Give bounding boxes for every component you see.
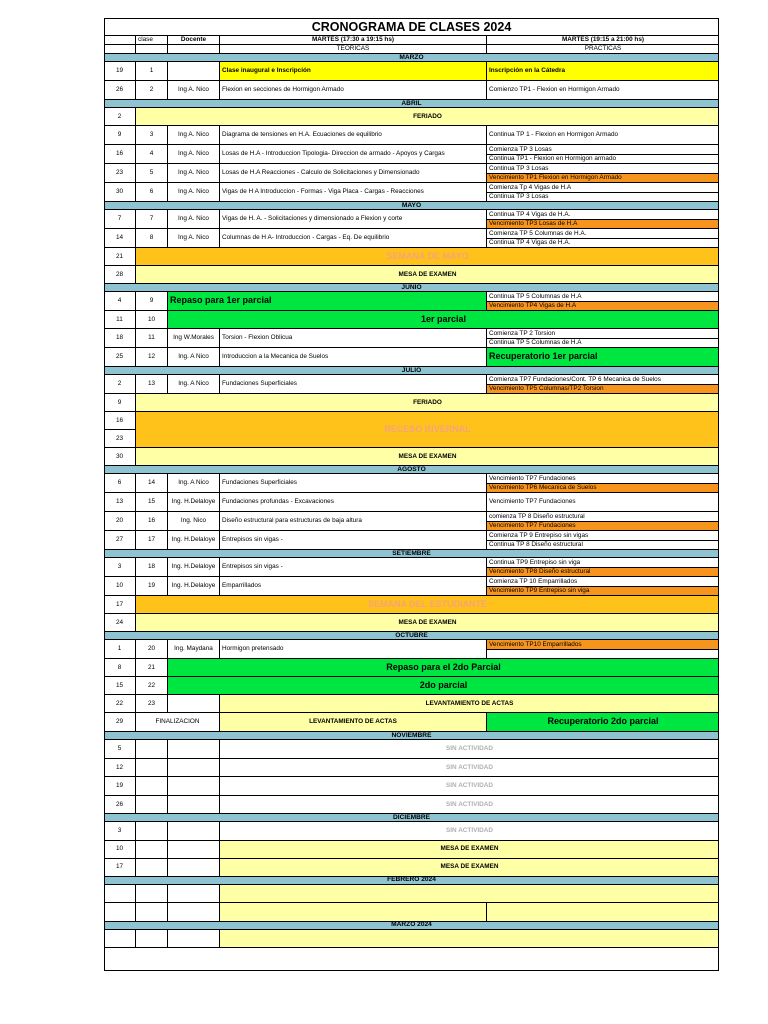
schedule-row: [104, 531, 719, 550]
date-cell: 11: [104, 311, 136, 328]
class-number-cell: [136, 841, 168, 858]
header-clase: clase: [136, 36, 168, 44]
schedule-row: [104, 348, 719, 367]
class-number-cell: 19: [136, 577, 168, 595]
teacher-cell: [168, 759, 220, 777]
practice-line: Vencimiento TP6 Mecanica de Suelos: [487, 483, 719, 493]
teacher-cell: [168, 841, 220, 858]
date-cell: 29: [104, 713, 136, 731]
schedule-row: [104, 713, 719, 732]
month-header: [104, 632, 719, 640]
date-cell: [104, 903, 136, 921]
schedule-row: [104, 229, 719, 248]
schedule-row: [104, 394, 719, 412]
schedule-row: [104, 841, 719, 859]
month-header: [104, 814, 719, 822]
month-header: [104, 284, 719, 292]
teacher-cell: Ing A. Nico: [168, 81, 220, 99]
teacher-cell: Ing. Nico: [168, 512, 220, 530]
class-number-cell: 22: [136, 677, 168, 694]
event-label: FERIADO: [136, 394, 719, 411]
class-number-cell: 3: [136, 126, 168, 144]
date-cell: [104, 930, 136, 948]
teacher-cell: Ing A. Nico: [168, 229, 220, 247]
theory-cell: Losas de H.A - Introduccion Tipologia- Direccion de armado - Apoyos y Cargas: [220, 145, 487, 163]
teacher-cell: [168, 777, 220, 795]
practice-cell: [487, 183, 719, 201]
practice-line: Continua TP1 - Flexion en Hormigon armado: [487, 154, 719, 164]
schedule-row: [104, 164, 719, 183]
month-header: [104, 100, 719, 108]
schedule-row: [104, 640, 719, 659]
practice-cell: [487, 292, 719, 310]
practice-line: Continua TP 5 Columnas de H.A: [487, 338, 719, 348]
header-practicas: PRACTICAS: [584, 45, 622, 53]
practice-line: Continua TP 4 Vigas de H.A.: [489, 210, 571, 218]
practice-cell: [487, 577, 719, 595]
practice-line: Vencimiento TP9 Entrepiso sin viga: [487, 586, 719, 596]
schedule-row: [104, 614, 719, 632]
event-label: MESA DE EXAMEN: [136, 448, 719, 465]
date-cell: 1: [104, 640, 136, 658]
practice-cell: Comienzo TP1 - Flexion en Hormigon Armado: [489, 86, 620, 94]
event-label: SEMANA DE MAYO: [136, 248, 719, 265]
teacher-cell: [168, 903, 220, 921]
practice-line: Continua TP9 Entrepiso sin viga: [489, 558, 581, 566]
no-activity-label: SIN ACTIVIDAD: [446, 800, 493, 808]
month-header: [104, 922, 719, 930]
practice-line: Vencimiento TP4 Vigas de H.A: [487, 301, 719, 311]
schedule-row: [104, 558, 719, 577]
date-cell: 26: [104, 796, 136, 814]
date-cell: 27: [104, 531, 136, 549]
class-number-cell: 5: [136, 164, 168, 182]
header-martes-practica: MARTES (19:15 a 21:00 hs): [561, 36, 645, 44]
practice-cell: [487, 164, 719, 182]
date-cell: 2: [104, 375, 136, 393]
event-label: 1er parcial: [168, 311, 719, 328]
month-label: MARZO: [104, 54, 719, 61]
header-docente: Docente: [168, 36, 220, 44]
schedule-row: [104, 210, 719, 229]
schedule-row: [104, 81, 719, 100]
date-cell: 14: [104, 229, 136, 247]
class-number-cell: 17: [136, 531, 168, 549]
theory-cell: LEVANTAMIENTO DE ACTAS: [220, 713, 487, 731]
class-number-cell: 16: [136, 512, 168, 530]
month-label: JULIO: [104, 367, 719, 374]
class-number-cell: 4: [136, 145, 168, 163]
class-number-cell: 13: [136, 375, 168, 393]
date-cell: 3: [104, 822, 136, 840]
schedule-row: [104, 292, 719, 311]
teacher-cell: Ing. A Nico: [168, 474, 220, 492]
class-number-cell: [136, 796, 168, 814]
month-label: ABRIL: [104, 100, 719, 107]
practice-line: Vencimiento TP1 Flexion en Hormigon Armado: [487, 173, 719, 183]
practice-cell: Continua TP 1 - Flexion en Hormigon Armado: [489, 131, 619, 139]
header-blank: [104, 36, 136, 44]
schedule-row: [104, 448, 719, 466]
theory-cell: Fundaciones Superficiales: [220, 474, 487, 492]
date-cell: 21: [104, 248, 136, 265]
date-cell: 7: [104, 210, 136, 228]
practice-cell: [487, 512, 719, 530]
teacher-cell: [168, 859, 220, 876]
date-cell: 10: [104, 841, 136, 858]
blank-merged-cell: [220, 930, 719, 948]
theory-cell: Flexion en secciones de Hormigon Armado: [220, 81, 487, 99]
schedule-row: [104, 183, 719, 202]
no-activity-label: SIN ACTIVIDAD: [446, 745, 493, 753]
schedule-row: [104, 796, 719, 815]
month-label: FEBRERO 2024: [104, 877, 719, 884]
theory-cell: Losas de H.A Reacciones - Calculo de Solicitaciones y Dimensionado: [220, 164, 487, 182]
class-number-cell: [136, 822, 168, 840]
teacher-cell: Ing. H.Delaloye: [168, 558, 220, 576]
month-label: DICIEMBRE: [104, 814, 719, 821]
date-cell: 30: [104, 183, 136, 201]
date-cell: 25: [104, 348, 136, 366]
practice-line: Continua TP 5 Columnas de H.A: [489, 292, 582, 300]
theory-cell: Repaso para 1er parcial: [168, 292, 487, 310]
practice-line: [487, 649, 719, 659]
class-number-cell: 11: [136, 329, 168, 347]
teacher-cell: [168, 796, 220, 814]
class-number-cell: 21: [136, 659, 168, 676]
teacher-cell: [168, 930, 220, 948]
schedule-row: [104, 145, 719, 164]
teacher-cell: Ing. Maydana: [168, 640, 220, 658]
header-blank: [136, 45, 168, 53]
practice-line: Continua TP 4 Vigas de H.A.: [487, 238, 719, 248]
practice-line: Vencimiento TP3 Losas de H.A: [487, 219, 719, 229]
schedule-row: [104, 493, 719, 512]
date-cell: 12: [104, 759, 136, 777]
event-label: MESA DE EXAMEN: [136, 266, 719, 283]
practice-line: Comienza Tp 4 Vigas de H.A: [489, 183, 572, 191]
practice-line: Vencimiento TP7 Fundaciones: [487, 521, 719, 531]
event-label: FERIADO: [136, 108, 719, 125]
schedule-row: [104, 62, 719, 81]
teacher-cell: [168, 885, 220, 903]
schedule-row: [104, 596, 719, 614]
practice-cell: Vencimiento TP7 Fundaciones: [489, 498, 576, 506]
theory-cell: Vigas de H A Introduccion - Formas - Viga Placa - Cargas - Reacciones: [220, 183, 487, 201]
schedule-row: [104, 695, 719, 713]
schedule-row: [104, 126, 719, 145]
theory-cell: Fundaciones profundas - Excavaciones: [220, 493, 487, 511]
class-number-cell: [136, 903, 168, 921]
class-number-cell: [136, 777, 168, 795]
practice-line: Comienza TP 3 Losas: [489, 145, 552, 153]
schedule-row: [104, 248, 719, 266]
teacher-cell: Ing A. Nico: [168, 126, 220, 144]
class-number-cell: 20: [136, 640, 168, 658]
teacher-cell: Ing. H.Delaloye: [168, 493, 220, 511]
month-header: [104, 367, 719, 375]
event-label: LEVANTAMIENTO DE ACTAS: [220, 695, 719, 712]
class-number-cell: 15: [136, 493, 168, 511]
teacher-cell: Ing A. Nico: [168, 210, 220, 228]
no-activity-label: SIN ACTIVIDAD: [446, 827, 493, 835]
header-teoricas: TEORICAS: [220, 45, 487, 53]
date-cell: 5: [104, 740, 136, 758]
practice-cell: [487, 210, 719, 228]
month-label: OCTUBRE: [104, 632, 719, 639]
theory-cell: Columnas de H A- Introduccion - Cargas - Eq. De equilibrio: [220, 229, 487, 247]
teacher-cell: Ing. H.Delaloye: [168, 577, 220, 595]
page-title: CRONOGRAMA DE CLASES 2024: [104, 18, 719, 36]
practice-cell: [487, 145, 719, 163]
final-label: FINALIZACION: [136, 713, 220, 731]
practice-cell: [487, 375, 719, 393]
practice-line: Continua TP 8 Diseño estructural: [487, 540, 719, 550]
schedule-row: [104, 266, 719, 284]
theory-cell: Torsion - Flexion Oblicua: [220, 329, 487, 347]
month-label: SETIEMBRE: [104, 550, 719, 557]
schedule-row: [104, 512, 719, 531]
blank-merged-cell: [220, 885, 719, 903]
month-header: [104, 550, 719, 558]
date-cell: 10: [104, 577, 136, 595]
date-cell: 15: [104, 677, 136, 694]
practice-line: Continua TP 3 Losas: [487, 192, 719, 202]
date-cell: 22: [104, 695, 136, 712]
class-number-cell: 12: [136, 348, 168, 366]
header-blank: [168, 45, 220, 53]
class-number-cell: 10: [136, 311, 168, 328]
theory-cell: Vigas de H. A. - Solicitaciones y dimensionado a Flexion y corte: [220, 210, 487, 228]
practice-cell: [487, 531, 719, 549]
month-label: MARZO 2024: [104, 922, 719, 929]
date-cell: 23: [104, 164, 136, 182]
theory-cell: Fundaciones Superficiales: [220, 375, 487, 393]
teacher-cell: Ing A. Nico: [168, 164, 220, 182]
theory-cell: [220, 903, 487, 921]
theory-cell: Emparrillados: [220, 577, 487, 595]
date-cell: 8: [104, 659, 136, 676]
schedule-row: [104, 822, 719, 841]
receso-row: [104, 412, 719, 448]
date-cell: 18: [104, 329, 136, 347]
practice-line: Comienza TP 10 Emparrillados: [489, 577, 578, 585]
date-cell: 13: [104, 493, 136, 511]
month-header: [104, 202, 719, 210]
date-cell: 26: [104, 81, 136, 99]
theory-cell: Entrepisos sin vigas -: [220, 558, 487, 576]
practice-cell: [487, 558, 719, 576]
no-activity-label: SIN ACTIVIDAD: [446, 763, 493, 771]
schedule-row: [104, 311, 719, 329]
class-number-cell: [136, 859, 168, 876]
practice-line: Comienza TP 5 Columnas de H.A.: [489, 229, 587, 237]
schedule-row: [104, 859, 719, 877]
practice-cell: [487, 903, 719, 921]
date-cell: [104, 412, 136, 447]
theory-cell: Entrepisos sin vigas -: [220, 531, 487, 549]
schedule-row: [104, 474, 719, 493]
date-cell: 17: [104, 596, 136, 613]
header-row-days: [104, 36, 719, 45]
teacher-cell: Ing W.Morales: [168, 329, 220, 347]
date-cell: 30: [104, 448, 136, 465]
schedule-row: [104, 677, 719, 695]
event-label: MESA DE EXAMEN: [220, 841, 719, 858]
event-label: MESA DE EXAMEN: [220, 859, 719, 876]
class-number-cell: 1: [136, 62, 168, 80]
event-label: MESA DE EXAMEN: [136, 614, 719, 631]
date-value: 23: [104, 429, 135, 447]
class-number-cell: 8: [136, 229, 168, 247]
schedule-row: [104, 759, 719, 778]
date-cell: 6: [104, 474, 136, 492]
class-number-cell: 18: [136, 558, 168, 576]
date-cell: 2: [104, 108, 136, 125]
practice-line: Continua TP 3 Losas: [489, 164, 549, 172]
schedule-row: [104, 108, 719, 126]
theory-cell: Clase inaugural e Inscripción: [220, 62, 487, 80]
practice-line: Comienza TP7 Fundaciones/Cont. TP 6 Mecanica de Suelos: [489, 375, 661, 383]
practice-cell: Inscripción en la Cátedra: [487, 62, 719, 80]
practice-cell: Recuperatorio 2do parcial: [487, 713, 719, 731]
schedule-row: [104, 577, 719, 596]
date-cell: 3: [104, 558, 136, 576]
date-cell: 4: [104, 292, 136, 310]
receso-label: RECESO INVERNAL: [136, 412, 719, 447]
schedule-row: [104, 777, 719, 796]
class-number-cell: 9: [136, 292, 168, 310]
class-number-cell: [136, 740, 168, 758]
date-cell: 24: [104, 614, 136, 631]
date-cell: 19: [104, 62, 136, 80]
date-cell: 16: [104, 145, 136, 163]
no-activity-label: SIN ACTIVIDAD: [446, 782, 493, 790]
date-cell: 28: [104, 266, 136, 283]
schedule-row: [104, 329, 719, 348]
empty-row: [104, 930, 719, 949]
header-row-type: [104, 45, 719, 54]
theory-cell: Introduccion a la Mecanica de Suelos: [220, 348, 487, 366]
class-number-cell: [136, 759, 168, 777]
month-label: MAYO: [104, 202, 719, 209]
practice-line: Vencimiento TP10 Emparrillados: [487, 640, 719, 649]
empty-row: [104, 885, 719, 904]
schedule-row: [104, 740, 719, 759]
practice-cell: [487, 474, 719, 492]
theory-cell: Hormigon pretensado: [220, 640, 487, 658]
class-number-cell: 2: [136, 81, 168, 99]
event-label: SEMANA DEL ESTUDIANTE: [136, 596, 719, 613]
class-number-cell: 23: [136, 695, 168, 712]
teacher-cell: Ing A. Nico: [168, 183, 220, 201]
event-label: 2do parcial: [168, 677, 719, 694]
date-cell: 17: [104, 859, 136, 876]
schedule-row: [104, 375, 719, 394]
practice-line: comienza TP 8 Diseño estructural: [489, 512, 585, 520]
class-number-cell: 7: [136, 210, 168, 228]
date-cell: [104, 885, 136, 903]
month-header: [104, 54, 719, 62]
class-number-cell: 6: [136, 183, 168, 201]
theory-cell: Diseño estructural para estructuras de baja altura: [220, 512, 487, 530]
month-header: [104, 732, 719, 740]
class-number-cell: [136, 930, 168, 948]
practice-cell: [487, 229, 719, 247]
empty-row: [104, 903, 719, 922]
month-header: [104, 877, 719, 885]
date-cell: 19: [104, 777, 136, 795]
practice-line: Comienza TP 2 Torsion: [489, 329, 556, 337]
practice-cell: [487, 640, 719, 658]
teacher-cell: Ing A. Nico: [168, 145, 220, 163]
date-cell: 20: [104, 512, 136, 530]
practice-cell: [487, 329, 719, 347]
practice-line: Comienza TP 9 Entrepiso sin vigas: [489, 531, 589, 539]
schedule-row: [104, 659, 719, 677]
header-blank: [104, 45, 136, 53]
month-header: [104, 466, 719, 474]
month-label: AGOSTO: [104, 466, 719, 473]
teacher-cell: [168, 822, 220, 840]
practice-line: Vencimiento TP5 Columnas/TP2 Torsion: [487, 384, 719, 394]
teacher-cell: [168, 62, 220, 80]
class-number-cell: 14: [136, 474, 168, 492]
date-cell: 9: [104, 394, 136, 411]
practice-line: Vencimiento TP7 Fundaciones: [489, 474, 576, 482]
teacher-cell: [168, 740, 220, 758]
month-label: NOVIEMBRE: [104, 732, 719, 739]
theory-cell: Diagrama de tensiones en H.A. Ecuaciones de equilibrio: [220, 126, 487, 144]
header-martes-teoria: MARTES (17:30 a 19:15 hs): [220, 36, 487, 44]
class-number-cell: [136, 885, 168, 903]
month-label: JUNIO: [104, 284, 719, 291]
teacher-cell: Ing. A Nico: [168, 348, 220, 366]
date-value: 16: [115, 416, 124, 424]
practice-cell: Recuperatorio 1er parcial: [487, 348, 719, 366]
teacher-cell: Ing. A Nico: [168, 375, 220, 393]
teacher-cell: [168, 695, 220, 712]
teacher-cell: Ing. H.Delaloye: [168, 531, 220, 549]
date-cell: 9: [104, 126, 136, 144]
practice-line: Vencimiento TP8 Diseño estructural: [487, 567, 719, 577]
event-label: Repaso para el 2do Parcial: [168, 659, 719, 676]
